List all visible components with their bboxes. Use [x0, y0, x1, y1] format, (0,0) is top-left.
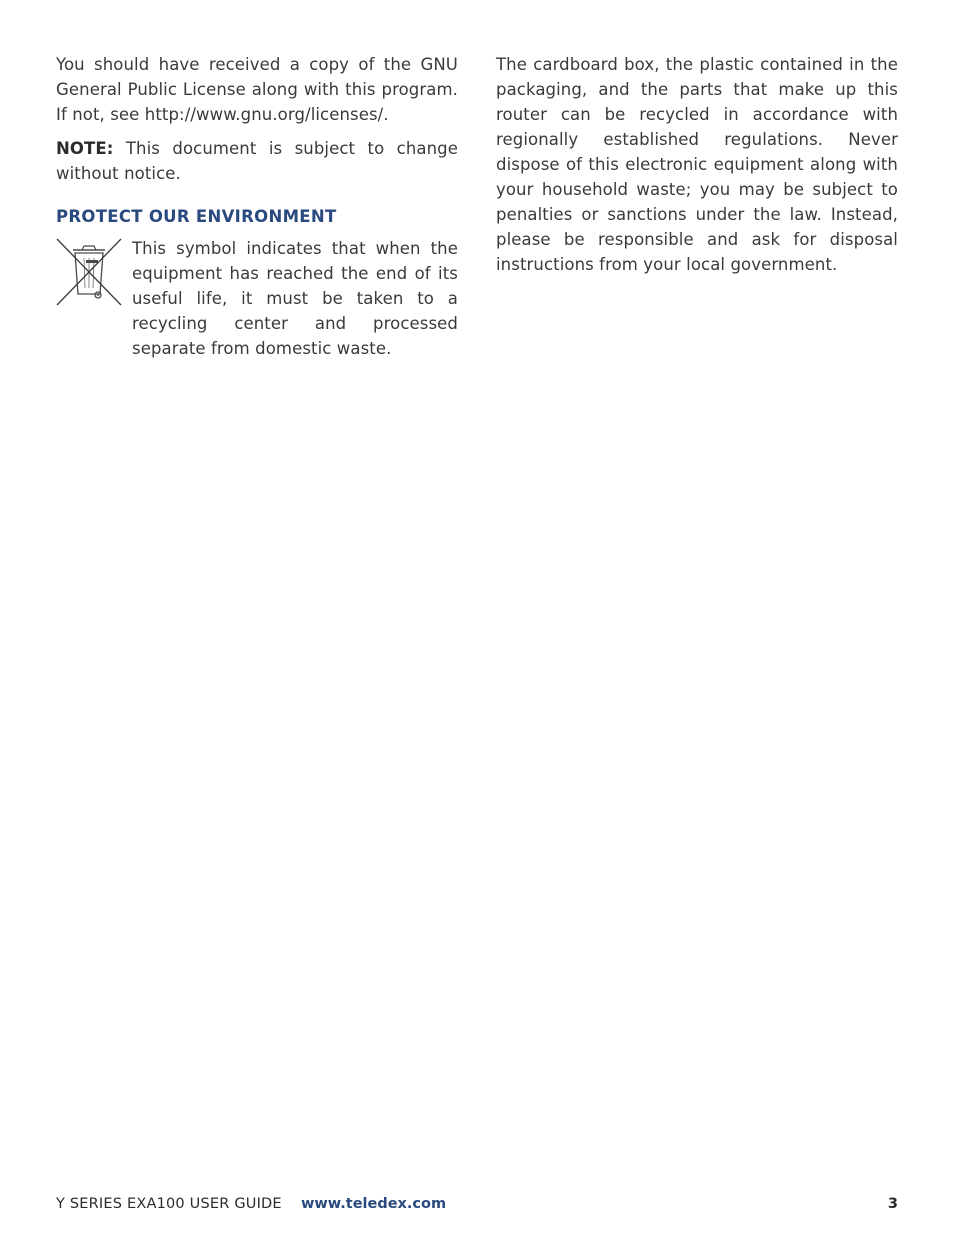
- footer-guide-title: Y SERIES EXA100 USER GUIDE: [56, 1196, 282, 1212]
- weee-paragraph: This symbol indicates that when the equipment has reached the end of its useful life, it must be taken to a recycling center and processed separate from domestic waste.: [132, 239, 458, 358]
- weee-block: [56, 236, 458, 361]
- recycling-paragraph: The cardboard box, the plastic contained in the packaging, and the parts that make up this router can be recycled in accordance with regionally established regulations. Never dispose of this electronic equipment along with your household waste; you may be subject to penalties or sanctions under the law. Instead, please be responsible and ask for disposal instructions from your local government.: [496, 55, 898, 274]
- page-number: 3: [887, 1196, 898, 1212]
- note-text: This document is subject to change without notice.: [56, 139, 458, 183]
- note-label: NOTE:: [56, 139, 114, 158]
- page-footer: [56, 1194, 898, 1214]
- note-paragraph: [56, 136, 458, 186]
- right-column: [496, 52, 898, 277]
- footer-website-link[interactable]: www.teledex.com: [301, 1196, 447, 1212]
- crossed-out-wheelie-bin-icon: [56, 236, 122, 306]
- left-column: [56, 52, 458, 361]
- gnu-license-paragraph: You should have received a copy of the GNU General Public License along with this program. If not, see http://www.gnu.org/licenses/.: [56, 55, 458, 124]
- section-heading-protect-environment: PROTECT OUR ENVIRONMENT: [56, 207, 337, 226]
